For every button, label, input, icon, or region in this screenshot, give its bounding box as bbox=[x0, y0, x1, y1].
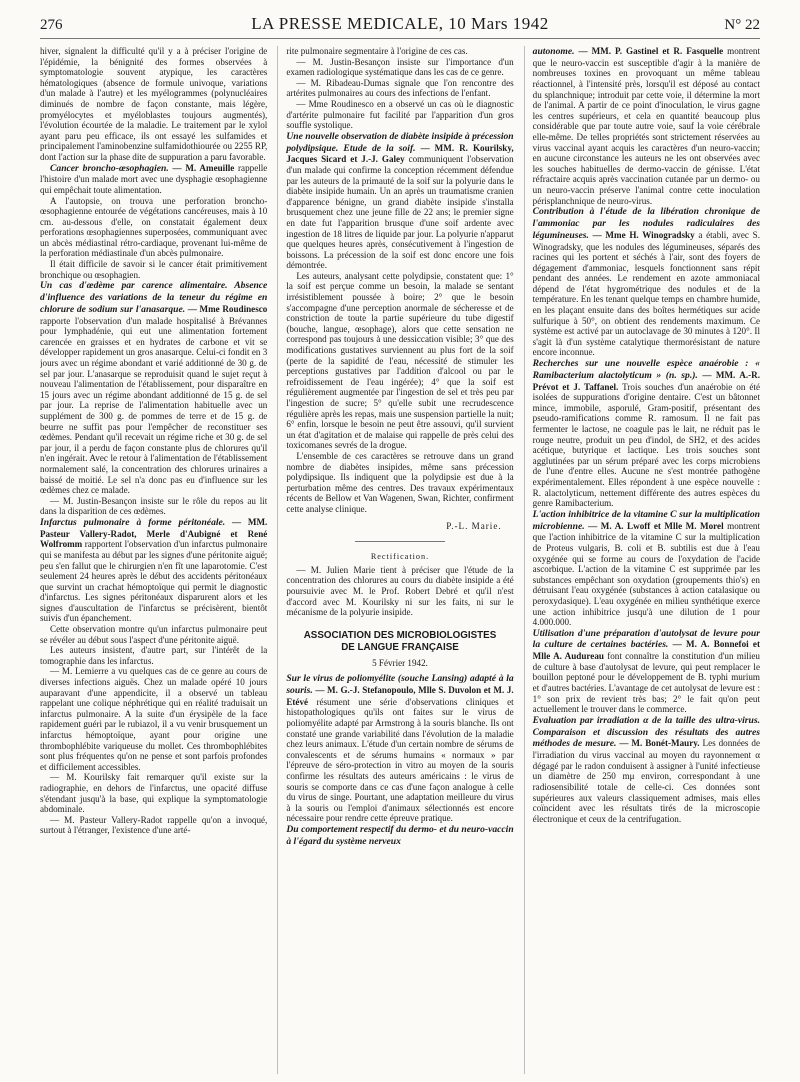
section-title: Recherches sur une nouvelle espèce anaérobie : « Ramibacterium alactolyticum » (n. sp.). bbox=[532, 358, 760, 381]
section-oedeme bbox=[40, 280, 267, 495]
paragraph: — M. Kourilsky fait remarquer qu'il existe sur la radiographie, en dehors de l'infarctus, une opacité diffuse s'étendant jusqu'à la base, qui explique la symptomatologie abdominale. bbox=[40, 772, 268, 815]
signature: P.-L. Marie. bbox=[446, 520, 502, 531]
meeting-date: 5 Février 1942. bbox=[372, 657, 428, 668]
section-authors: — M. Bonét-Maury. bbox=[619, 738, 700, 749]
paragraph: Il était difficile de savoir si le cancer était primitivement bronchique ou œsophagien. bbox=[40, 259, 268, 280]
paragraph: A l'autopsie, on trouva une perforation broncho-œsophagienne entourée de végétations cancéreuses, mais à 10 cm. au-dessous d'elle, on constatait également deux perforations œsophagiennes superposées, communiquant avec un abcès médiastinal rétro-cardiaque, provenant lui-même de la perforation médiastinale d'un abcès pulmonaire. bbox=[40, 195, 268, 259]
section-authors: — MM. P. Gastinel et R. Fasquelle bbox=[578, 46, 724, 56]
section-text: rapporte l'observation d'un malade hospitalisé à Brévannes pour lymphadénie, qui eut une alimentation fortement carencée en graisses et en hydrates de carbone et vit se développer rapidement un gros anasarque. Celui-ci fondit en 3 jours avec un régime abondant et varié additionné de 30 g. de sel par jour. L'anasarque se reproduisit quand le sujet reçut à nouveau l'alimentation de l'établissement, pour disparaître en 15 jours avec un régime abondant additionné de 15 g. de sel par jour. La reprise de l'alimentation habituelle avec un supplément de 300 g. de pommes de terre et de 15 g. de beurre ne suffit pas pour l'empêcher de reconstituer ses œdèmes. Pendant qu'il recevait un régime riche et 30 g. de sel par jour, il a perdu de façon constante plus de chlorures qu'il n'en ingérait. Avec le retour à l'alimentation de l'établissement normalement salé, la concentration des chlorures urinaires a baissé de moitié. Le sel n'a donc pas eu d'influence sur les œdèmes chez ce malade. bbox=[40, 315, 268, 496]
section-vaccin bbox=[286, 824, 513, 848]
section-autolysat bbox=[533, 628, 760, 715]
column-2 bbox=[277, 46, 513, 1074]
section-text: Trois souches d'un anaérobie on été isolées de suppurations d'origine dentaire. C'est un bâtonnet mince, immobile, asporulé, Gram-positif, présentant des pseudo-ramifications comme R. ramosum. Il ne fait pas fermenter le lactose, ne coagule pas le lait, ne réduit pas le rouge neutre, produit un peu d'indol, de SH2, et des acides acétique, butyrique et lactique. Les trois souches sont agglutinées par un sérum préparé avec les corps microbiens de l'une d'entre elles. Aucune ne s'est montrée pathogène expérimentalement. Elles répondent à une espèce nouvelle : R. alactolyticum, nettement différente des autres espèces du genre Ramibacterium. bbox=[532, 381, 760, 509]
journal-title: LA PRESSE MEDICALE, 10 Mars 1942 bbox=[251, 14, 549, 33]
section-ammoniac bbox=[533, 206, 760, 358]
association-line-2: DE LANGUE FRANÇAISE bbox=[341, 641, 459, 653]
association-line-1: ASSOCIATION DES MICROBIOLOGISTES bbox=[303, 629, 497, 641]
section-text: Les données de l'irradiation du virus vaccinal au moyen du rayonnement α dégagé par le radon conduisent à assigner à l'unité infectieuse un diamètre de 250 mμ environ, correspondant à une radiosensibilité totale de celle-ci. Ces données sont supérieures aux valeurs classiquement admises, mais elles coïncident avec les résultats tirés de la microscopie électronique et ceux de la centrifugation. bbox=[532, 738, 760, 824]
section-title: Infarctus pulmonaire à forme péritonéale. bbox=[40, 516, 226, 528]
section-authors: — Mme H. Winogradsky bbox=[592, 229, 695, 240]
section-title: Evaluation par irradiation α de la taille des ultra-virus. Comparaison et discussion des résultats des autres méthodes de mesure. bbox=[532, 714, 760, 750]
section-text: communiquent l'observation d'un malade qui confirme la conception récemment défendue par les auteurs de la primauté de la soif sur la polyurie dans le diabète insipide humain. Un an après un traumatisme cranien d'apparence bénigne, un grand diabète insipide s'installa brusquement chez une jeune fille de 22 ans; le premier signe en date fut l'apparition brusque d'une soif ardente avec ingestion de 18 litres de liquide par jour. La polyurie n'apparut que quelques heures après, consécutivement à l'ingestion de boissons. La précession de la soif est donc encore une fois démontrée. bbox=[286, 154, 514, 271]
paragraph: — M. Justin-Besançon insiste sur le rôle du repos au lit dans la disparition de ces œdèmes. bbox=[40, 495, 268, 517]
section-title: autonome. bbox=[532, 46, 575, 57]
paragraph: Cette observation montre qu'un infarctus pulmonaire peut se révéler au début sous l'aspect d'une péritonite aiguë. bbox=[40, 624, 268, 645]
section-title: Une nouvelle observation de diabète insipide à précession polydipsique. Etude de la soif. bbox=[286, 130, 514, 154]
section-authors: — M. A. Lwoff et Mlle M. Morel bbox=[588, 520, 724, 531]
rectification-text: — M. Julien Marie tient à préciser que l'étude de la concentration des chlorures au cours du diabète insipide a été poursuivie avec M. le Prof. Robert Debré et qu'il n'est d'accord avec M. Kourilsky ni sur les faits, ni sur le mécanisme de la polyurie insipide. bbox=[286, 564, 514, 618]
section-poliomyelite bbox=[286, 673, 513, 824]
section-text: a établi, avec S. Winogradsky, que les nodules des légumineuses, séparés des racines qui les portent et séchés à l'air, sont des foyers de dégagement d'ammoniac, lesquels fonctionnent sans répit pendant des années. Le rendement en azote ammoniacal dépend de l'état hygrométrique des nodules et de la température. En les tenant quelque temps en chambre humide, en les plaçant ensuite dans des boîtes hermétiques sur acide sulfurique à 50°, on obtient des rendements maximum. Ce système est activé par un autoclavage de 30 minutes à 120°. Il s'agit là d'un système catalytique thermorésistant de nature encore inconnue. bbox=[532, 229, 760, 358]
section-infarctus bbox=[40, 517, 267, 624]
section-text: montrent que le neuro-vaccin est susceptible d'agir à la manière de nombreuses toxines en provoquant un même tableau réactionnel, à l'intensité près, lorsqu'il est déposé au contact du splanchnique; introduit par cette voie, il détermine la mort de l'animal. A partir de ce point d'inoculation, le virus gagne les centres supérieurs, et cela en quantité beaucoup plus considérable que par toute autre voie, sauf la voie cérébrale elle-même. De telles propriétés sont strictement réservées au virus vaccinal ayant acquis les caractères d'un neuro-vaccin; en aucune circonstance les auteurs ne les ont observées avec les souches habituelles de dermo-vaccin de génisse. L'état réfractaire acquis après vaccination cutanée par un dermo- ou un neuro-vaccin préserve l'animal contre cette inoculation périsplanchnique de neuro-virus. bbox=[532, 46, 760, 206]
section-title: Cancer broncho-œsophagien. bbox=[50, 162, 169, 174]
rectification-heading: Rectification. bbox=[370, 552, 430, 562]
section-title: L'action inhibitrice de la vitamine C sur la multiplication microbienne. bbox=[532, 508, 760, 532]
paragraph: rite pulmonaire segmentaire à l'origine de ces cas. bbox=[286, 46, 468, 56]
paragraph: — Mme Roudinesco en a observé un cas où le diagnostic d'artérite pulmonaire fut facilité par l'apparition d'un gros souffle systolique. bbox=[286, 98, 514, 131]
section-authors: — M. A. Bonnefoi et Mlle A. Audureau bbox=[532, 639, 760, 662]
section-authors: — MM. Pasteur Vallery-Radot, Merle d'Aubigné et René Wolfromm bbox=[40, 516, 268, 550]
section-authors: — M. Ameuille bbox=[172, 162, 235, 173]
section-text: font connaître la constitution d'un milieu de culture à base d'autolysat de levure, qui peut remplacer le bouillon peptoné pour le développement de B. typhi murium et d'autres bactéries. L'avantage de cet autolysat de levure est : 1° son prix de revient très bas; 2° le fait qu'on peut actuellement le trouver dans le commerce. bbox=[532, 651, 760, 715]
section-vaccin-cont bbox=[533, 46, 760, 206]
association-heading bbox=[286, 630, 513, 654]
section-vitamine-c bbox=[533, 509, 760, 628]
paragraph: Les auteurs, analysant cette polydipsie, constatent que: 1° la soif est perçue comme un besoin, la malade se sentant irrésistiblement poussée à boire; 2° que le besoin s'accompagne d'une perception anormale de sécheresse et de constriction de toute la partie supérieure du tube digestif (bouche, langue, œsophage), alors que cette sensation ne correspond pas toujours à une dessiccation visible; 3° que des modifications gustatives surviennent au plus fort de la soif (perte de la sapidité de l'eau, nécessité de stimuler les perceptions gustatives par l'addition d'alcool ou par le refroidissement de l'eau ingérée); 4° que la soif est régulièrement augmentée par l'ingestion de sel et très peu par l'ingestion de sucre; 5° qu'elle subit une recrudescence régulière après les repas, mais une suspension partielle la nuit; 6° enfin, lorsque le besoin ne peut être assouvi, qu'il survient un état d'agitation et de malaise qui rappelle de près celui des toxicomanes sevrés de la drogue. bbox=[286, 270, 514, 451]
section-ramibacterium bbox=[533, 358, 760, 509]
paragraph: Les auteurs insistent, d'autre part, sur l'intérêt de la tomographie dans les infarctus. bbox=[40, 645, 268, 666]
column-1 bbox=[40, 46, 267, 1074]
section-authors: — M. G.-J. Stefanopoulo, Mlle S. Duvolon et M. J. Etévé bbox=[286, 685, 514, 707]
paragraph: — M. Pasteur Vallery-Radot rappelle qu'on a invoqué, surtout à l'étranger, l'existence d'une arté- bbox=[40, 814, 268, 836]
paragraph: — M. Lemierre a vu quelques cas de ce genre au cours de diverses infections aiguës. Chez un malade opéré 10 jours auparavant d'une appendicite, il a observé un tableau rappelant une colique néphrétique qui en réalité traduisait un infarctus pulmonaire. A la suite d'un érysipèle de la face rapidement guéri par le rubiazol, il a vu venir brusquement un infarctus hémoptoïque, ayant pour origine une thrombophlébite variqueuse du mollet. Ces thrombophlébites sont plus fréquentes qu'on ne pense et sont parfois profondes et difficilement accessibles. bbox=[40, 666, 268, 772]
paragraph: L'ensemble de ces caractères se retrouve dans un grand nombre de diabètes insipides, même sans précession polydipsique. Ils indiquent que la polydipsie est due à la perturbation même des centres. Des travaux expérimentaux récents de Bellow et Van Wagenen, Swan, Richter, confirment cette analyse clinique. bbox=[286, 450, 514, 514]
section-cancer bbox=[40, 163, 267, 196]
text-columns bbox=[40, 46, 760, 1074]
page-number: 276 bbox=[40, 17, 63, 33]
paragraph: — M. Ribadeau-Dumas signale que l'on rencontre des artérites pulmonaires au cours des infections de l'enfant. bbox=[286, 77, 514, 99]
section-title: Sur le virus de poliomyélite (souche Lansing) adapté à la souris. bbox=[286, 673, 514, 697]
paragraph: — M. Justin-Besançon insiste sur l'importance d'un examen radiologique systématique dans les cas de ce genre. bbox=[286, 56, 514, 78]
issue-number: N° 22 bbox=[724, 17, 760, 33]
page-header bbox=[40, 14, 760, 39]
section-title: Contribution à l'étude de la libération chronique de l'ammoniac par les nodules radiculaires des légumineuses. bbox=[532, 206, 760, 241]
section-authors: — MM. A.-R. Prévot et J. Taffanel. bbox=[532, 369, 760, 392]
section-diabete bbox=[286, 131, 513, 271]
section-text: résument une série d'observations cliniques et histopathologiques qu'ils ont faites sur le virus de poliomyélite adapté par Armstrong à la souris blanche. Ils ont constaté une grande variabilité dans l'évolution de la maladie chez leurs animaux. L'étude d'un certain nombre de sérums de convalescents et de sérums humains « normaux » par l'épreuve de séro-protection in vitro au moyen de la souris confirme les résultats des auteurs américains : le virus de souris se comporte dans ce cas d'une façon analogue à celle du virus de singe. Pourtant, une adaptation meilleure du virus à la souris ou l'emploi d'animaux sélectionnés est encore nécessaire pour rendre cette épreuve pratique. bbox=[286, 696, 514, 824]
section-text: rapportent l'observation d'un infarctus pulmonaire qui se manifesta au début par les signes d'une péritonite aiguë; peu s'en fallut que le chirurgien n'en fît une laparotomie. C'est seulement 24 heures après le début des accidents péritonéaux que survint un crachat hémoptoïque qui permit le diagnostic d'infarctus. Les signes péritonéaux disparurent alors et les signes d'auscultation de l'infarctus se précisèrent, bientôt suivis d'un épanchement. bbox=[40, 539, 268, 624]
column-3 bbox=[524, 46, 760, 1074]
section-title: Utilisation d'une préparation d'autolysat de levure pour la culture de certaines bactéries. bbox=[532, 627, 760, 651]
section-title: Un cas d'œdème par carence alimentaire. Absence d'influence des variations de la teneur du régime en chlorure de sodium sur l'anasarque. bbox=[40, 280, 268, 315]
section-ultra-virus bbox=[533, 715, 760, 825]
section-text: montrent que l'action inhibitrice de la vitamine C sur la multiplication de Proteus vulgaris, B. coli et B. subtilis est due à l'eau oxygénée qui se forme au cours de l'oxydation de l'acide ascorbique. L'action de la vitamine C est supprimée par les substances empêchant son oxydation (groupements thio's) en détruisant l'eau oxygénée (substances à action catalasique ou peroxydasique). L'eau oxygénée en milieu synthétique exerce une action inhibitrice jusqu'à une dilution de 1 pour 4.000.000. bbox=[532, 520, 760, 628]
divider bbox=[355, 541, 446, 542]
section-authors: — MM. R. Kourilsky, Jacques Sicard et J.-J. Galey bbox=[286, 142, 514, 165]
section-authors: — Mme Roudinesco bbox=[187, 303, 268, 314]
paragraph: hiver, signalent la difficulté qu'il y a à préciser l'origine de l'épidémie, la bénignité des formes observées à symptomatologie souvent atypique, les caractères hématologiques (absence de formule univoque, variations d'un malade à l'autre) et les myélogrammes (polynucléaires diminués de nombre de façon constante, mais légère, promyélocytes et myéloblastes toujours augmentés), l'évolution écourtée de la maladie. Le traitement par le xylol ayant paru peu efficace, ils ont essayé les sulfamides et principalement l'aminobenzine sulfamidothiourée ou 2255 RP, dont l'action sur la phase dite de suppuration a paru favorable. bbox=[40, 46, 268, 162]
section-title: Du comportement respectif du dermo- et du neuro-vaccin à l'égard du système nerveux bbox=[286, 824, 514, 847]
section-text: rappelle l'histoire d'un malade mort avec une dysphagie œsophagienne qui empêchait toute alimentation. bbox=[40, 162, 268, 195]
